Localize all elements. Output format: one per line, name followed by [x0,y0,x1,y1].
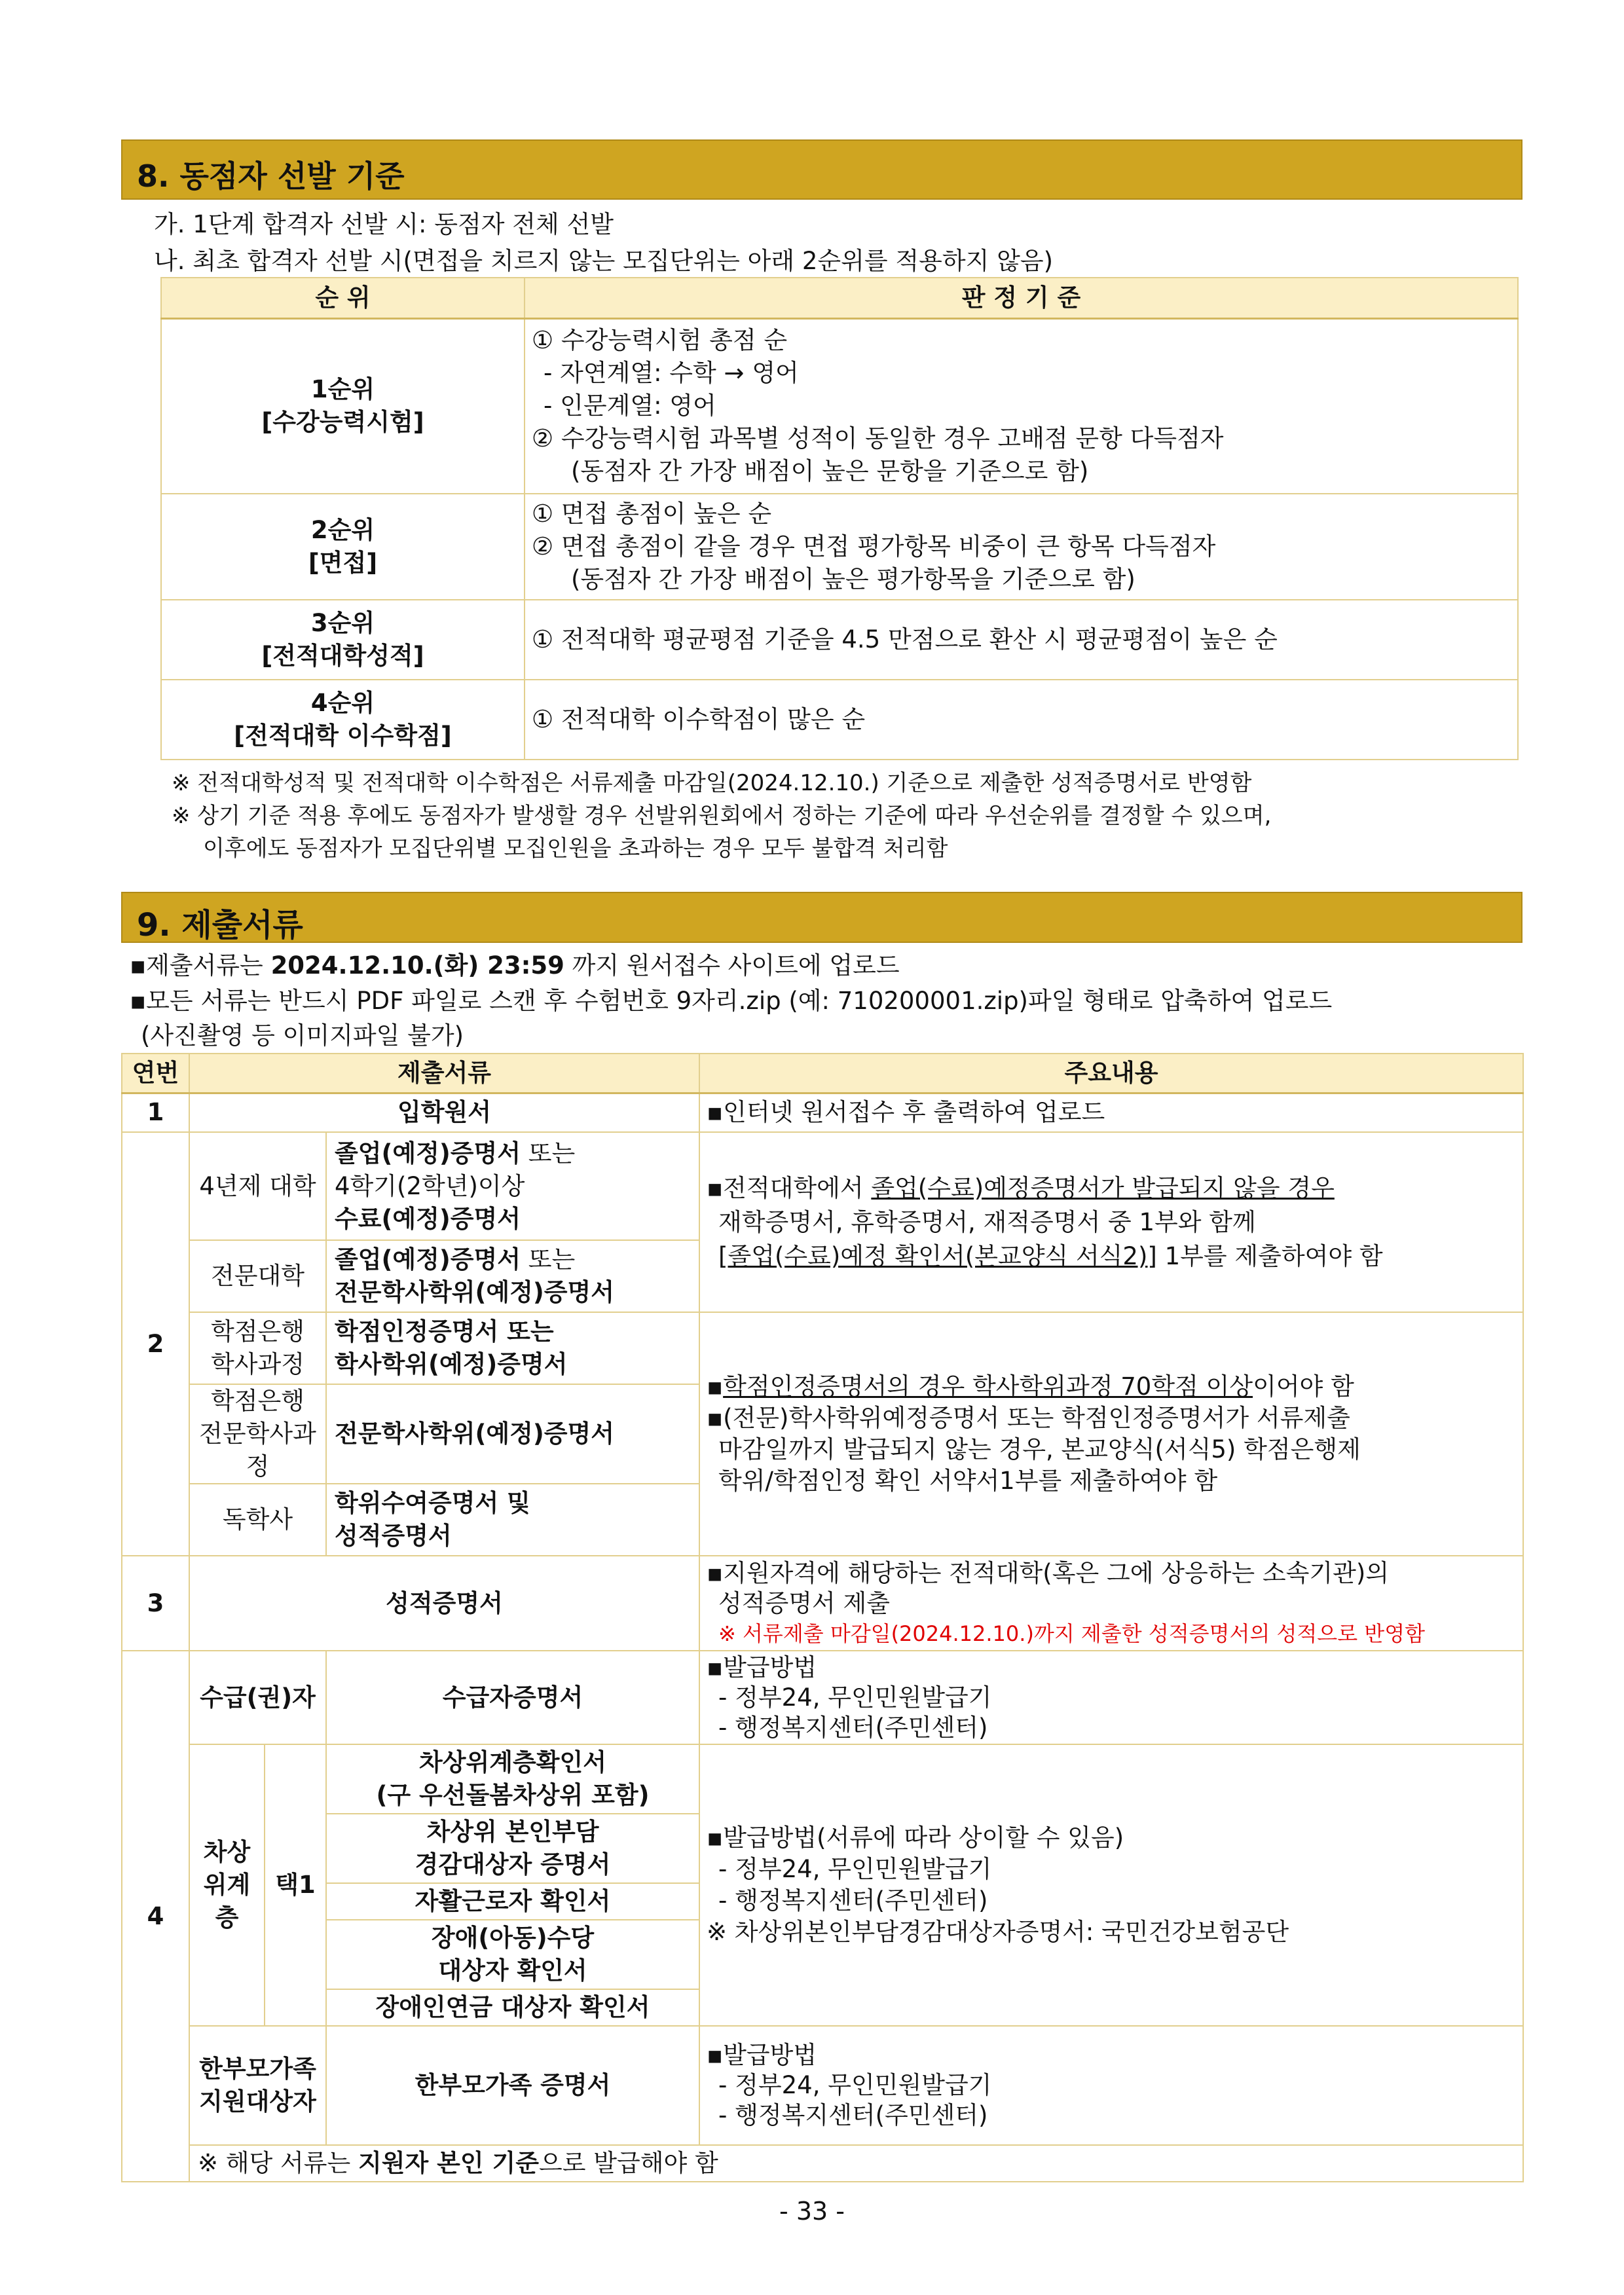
rank-name: [수강능력시험] [261,408,424,437]
desc-text: ▪발급방법 [707,2041,817,2069]
table-row [161,600,1518,680]
doc-name [326,1132,699,1240]
rank-label: 2순위 [310,516,375,544]
doc-name: 수급자증명서 [326,1651,699,1744]
desc-text: - 정부24, 무인민원발급기 [718,1855,992,1883]
doc-line: 차상위계층확인서 [419,1748,606,1776]
doc-or: 또는 [521,1245,576,1274]
doc-desc [699,1312,1523,1556]
section-8-title: 8. 동점자 선발 기준 [137,158,405,194]
doc-name: 한부모가족 증명서 [326,2026,699,2145]
doc-line: 학위수여증명서 및 [335,1489,530,1517]
section-8-line-ga: 가. 1단계 합격자 선발 시: 동점자 전체 선발 [154,210,614,238]
doc-desc: ▪인터넷 원서접수 후 출력하여 업로드 [699,1093,1523,1132]
line-1-suffix: 까지 원서접수 사이트에 업로드 [564,951,900,980]
school-type: 독학사 [189,1484,326,1556]
row-number: 4 [122,1651,189,2182]
eligibility-line: 지원대상자 [199,2087,316,2116]
criteria-line: ① 수강능력시험 총점 순 [532,326,788,355]
doc-line: 장애인연금 대상자 확인서 [375,1993,650,2021]
row-4-note [189,2145,1523,2182]
section-9-line-2: ▪모든 서류는 반드시 PDF 파일로 스캔 후 수험번호 9자리.zip (예: 710200001.zip)파일 형태로 압축하여 업로드 [130,987,1333,1015]
school-type: 4년제 대학 [189,1132,326,1240]
desc-underlined: 학점인정증명서의 경우 학사학위과정 70학점 이상 [723,1372,1253,1401]
doc-or: 또는 [521,1139,576,1167]
desc-text: 이어야 함 [1253,1372,1354,1401]
desc-text: 학위/학점인정 확인 서약서1부를 제출하여야 함 [718,1467,1218,1495]
doc-name: 성적증명서 [189,1556,699,1651]
eligibility-line: 한부모가족 [199,2055,316,2083]
section-8-note-1: ※ 전적대학성적 및 전적대학 이수학점은 서류제출 마감일(2024.12.10.) 기준으로 제출한 성적증명서로 반영함 [172,770,1252,796]
section-8-note-3: 이후에도 동점자가 모집단위별 모집인원을 초과하는 경우 모두 불합격 처리함 [203,835,948,862]
school-type-line: 학점은행 [211,1387,304,1415]
table-row [122,2026,1523,2145]
doc-line: 성적증명서 [335,1522,452,1550]
doc-strong: 수료(예정)증명서 [335,1204,521,1233]
section-8-line-na: 나. 최초 합격자 선발 시(면접을 치르지 않는 모집단위는 아래 2순위를 적용하지 않음) [154,247,1054,275]
desc-text: - 행정복지센터(주민센터) [718,2101,988,2129]
doc-name [326,1484,699,1556]
criteria-line: ① 면접 총점이 높은 순 [532,500,772,528]
table-row [161,680,1518,760]
deadline-text: 2024.12.10.(화) 23:59 [270,951,564,980]
doc-line: 학점인정증명서 또는 [335,1317,554,1346]
doc-name: 전문학사학위(예정)증명서 [326,1384,699,1484]
desc-text: ▪ [707,1372,724,1401]
desc-underlined: 졸업(수료)예정증명서가 발급되지 않을 경우 [871,1173,1335,1202]
row-number: 1 [122,1093,189,1132]
table-row [161,318,1518,494]
doc-line: 자활근로자 확인서 [415,1887,611,1915]
desc-text: - 정부24, 무인민원발급기 [718,1683,992,1712]
doc-line: (구 우선돌봄차상위 포함) [376,1781,650,1809]
criteria-line: - 인문계열: 영어 [544,392,716,420]
school-type-line: 학점은행 [211,1317,304,1346]
rank-name: [전적대학 이수학점] [234,722,452,750]
doc-line: 장애(아동)수당 [431,1924,595,1952]
doc-line: 경감대상자 증명서 [415,1850,611,1879]
school-type [189,1312,326,1384]
doc-line: 대상자 확인서 [438,1956,587,1985]
criteria-line: - 자연계열: 수학 → 영어 [544,359,799,388]
criteria-line: ② 면접 총점이 같을 경우 면접 평가항목 비중이 큰 항목 다득점자 [532,532,1216,560]
doc-desc [699,1744,1523,2026]
doc-strong: 졸업(예정)증명서 [335,1139,521,1167]
choice-label: 택1 [265,1744,326,2026]
section-9-line-1 [130,946,900,981]
doc-line: 차상위 본인부담 [426,1818,599,1846]
doc-name [326,1312,699,1384]
table-row [122,1093,1523,1132]
section-8-note-2: ※ 상기 기준 적용 후에도 동점자가 발생할 경우 선발위원회에서 정하는 기준에 따라 우선순위를 결정할 수 있으며, [172,803,1272,829]
rank-name: [전적대학성적] [261,642,424,670]
criteria-line: (동점자 간 가장 배점이 높은 문항을 기준으로 함) [571,457,1089,486]
table-row [122,1556,1523,1651]
section-9-title: 9. 제출서류 [137,907,303,944]
desc-text: - 행정복지센터(주민센터) [718,1886,988,1915]
desc-text: 성적증명서 제출 [718,1588,890,1617]
doc-strong: 전문학사학위(예정)증명서 [335,1278,614,1306]
desc-text: 재학증명서, 휴학증명서, 재적증명서 중 1부와 함께 [718,1207,1256,1236]
desc-red-note: ※ 서류제출 마감일(2024.12.10.)까지 제출한 성적증명서의 성적으로 반영함 [718,1621,1426,1646]
doc-desc [699,2026,1523,2145]
desc-text: ▪지원자격에 해당하는 전적대학(혹은 그에 상응하는 소속기관)의 [707,1558,1390,1587]
school-type: 전문대학 [189,1240,326,1312]
doc-line: 4학기(2학년)이상 [335,1171,525,1200]
desc-text: - 행정복지센터(주민센터) [718,1713,988,1742]
table-header-rank: 순 위 [161,278,525,318]
desc-text: ▪발급방법 [707,1653,817,1681]
desc-text: 1부를 제출하여야 함 [1156,1241,1383,1270]
section-9-header [121,892,1522,943]
desc-text: 마감일까지 발급되지 않는 경우, 본교양식(서식5) 학점은행제 [718,1435,1361,1463]
page-number: - 33 - [779,2197,845,2226]
doc-desc [699,1651,1523,1744]
eligibility-type [189,2026,326,2145]
table-row [122,1312,1523,1384]
section-9-line-3: (사진촬영 등 이미지파일 불가) [141,1021,464,1050]
row-number: 2 [122,1132,189,1556]
row-number: 3 [122,1556,189,1651]
table-row [122,1744,1523,2026]
criteria-line: (동점자 간 가장 배점이 높은 평가항목을 기준으로 함) [571,565,1135,593]
line-1-prefix: ▪제출서류는 [130,951,271,980]
rank-label: 4순위 [310,689,375,717]
criteria-line: ① 전적대학 평균평점 기준을 4.5 만점으로 환산 시 평균평점이 높은 순 [532,625,1278,653]
table-row [122,1132,1523,1240]
school-type [189,1384,326,1484]
table-header-no: 연번 [122,1054,189,1093]
desc-text: - 정부24, 무인민원발급기 [718,2071,992,2099]
doc-desc [699,1132,1523,1312]
school-type-line: 전문학사과정 [199,1420,316,1480]
section-8-header [121,139,1522,200]
eligibility-type: 수급(권)자 [189,1651,326,1744]
rank-name: [면접] [308,549,378,577]
documents-table [121,1053,1524,2182]
note-text: 으로 발급해야 함 [538,2149,718,2177]
eligibility-type: 차상위계층 [189,1744,265,2026]
table-row [122,1651,1523,1744]
rank-label: 3순위 [310,609,375,637]
tiebreak-table [160,277,1519,760]
table-header-docs: 제출서류 [189,1054,699,1093]
doc-name: 입학원서 [189,1093,699,1132]
doc-name [326,1240,699,1312]
table-row [122,2145,1523,2182]
table-header-criteria: 판 정 기 준 [525,278,1518,318]
desc-underlined: [졸업(수료)예정 확인서(본교양식 서식2)] [718,1241,1157,1270]
desc-text: ※ 차상위본인부담경감대상자증명서: 국민건강보험공단 [707,1918,1289,1946]
table-row [161,494,1518,600]
note-strong: 지원자 본인 기준 [358,2149,539,2177]
criteria-line: ② 수강능력시험 과목별 성적이 동일한 경우 고배점 문항 다득점자 [532,424,1224,453]
criteria-line: ① 전적대학 이수학점이 많은 순 [532,705,866,733]
doc-strong: 졸업(예정)증명서 [335,1245,521,1274]
table-header-content: 주요내용 [699,1054,1523,1093]
desc-text: ▪(전문)학사학위예정증명서 또는 학점인정증명서가 서류제출 [707,1404,1350,1432]
note-text: ※ 해당 서류는 [198,2149,358,2177]
school-type-line: 학사과정 [211,1350,304,1378]
doc-desc [699,1556,1523,1651]
desc-text: ▪전적대학에서 [707,1173,872,1202]
doc-line: 학사학위(예정)증명서 [335,1350,568,1378]
desc-text: ▪발급방법(서류에 따라 상이할 수 있음) [707,1824,1124,1852]
rank-label: 1순위 [310,375,375,404]
doc-list [326,1744,699,2026]
